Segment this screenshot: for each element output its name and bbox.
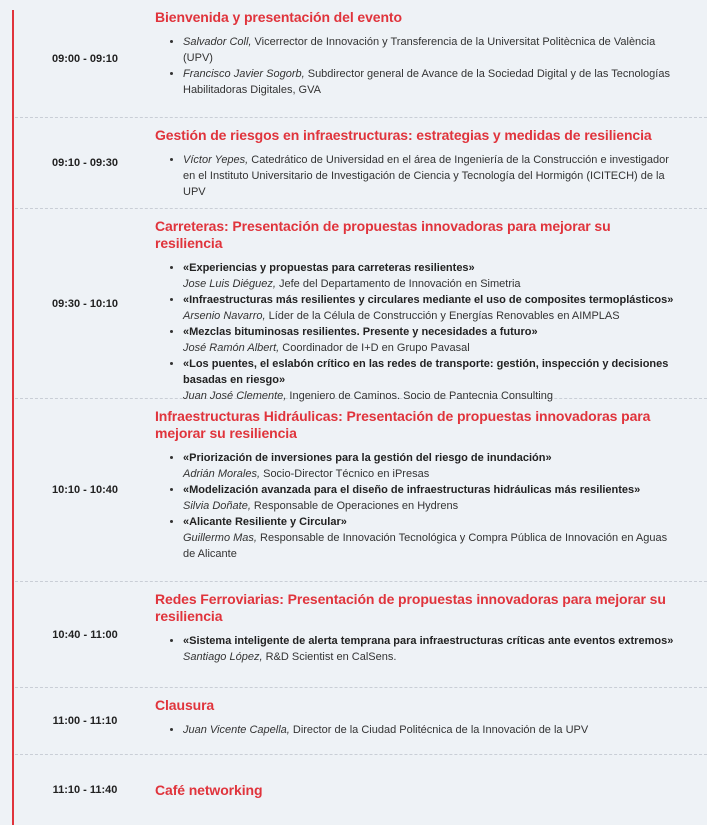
speaker-name: Santiago López, [183, 651, 263, 663]
speaker-list [155, 34, 677, 98]
speaker-list [155, 633, 677, 665]
speaker-item [183, 450, 677, 482]
talk-title: • «Los puentes, el eslabón crítico en las redes de transporte: gestión, inspección y decisiones basadas en riesgo» [183, 358, 669, 386]
speaker-item [183, 66, 677, 98]
session-title: Gestión de riesgos en infraestructuras: estrategias y medidas de resiliencia [155, 127, 652, 143]
speaker-role: Responsable de Innovación Tecnológica y Compra Pública de Innovación en Aguas de Alicante [183, 532, 668, 560]
speaker-item [183, 633, 677, 665]
session-time: 11:10 - 11:40 [52, 784, 118, 796]
speaker-role: Responsable de Operaciones en Hydrens [250, 500, 459, 512]
speaker-name: Jose Luis Diéguez, [183, 278, 276, 290]
speaker-name: Arsenio Navarro, [183, 310, 266, 322]
session-title: Bienvenida y presentación del evento [155, 9, 402, 25]
agenda-row [15, 755, 707, 825]
speaker-name: José Ramón Albert, [183, 342, 280, 354]
session-title: Infraestructuras Hidráulicas: Presentación de propuestas innovadoras para mejorar su resiliencia [155, 408, 651, 441]
session-content [155, 209, 707, 402]
session-time: 09:00 - 09:10 [51, 52, 119, 65]
speaker-item [183, 482, 677, 514]
speaker-list [155, 152, 677, 200]
talk-title: • «Mezclas bituminosas resilientes. Presente y necesidades a futuro» [183, 326, 538, 338]
speaker-item [183, 260, 677, 292]
talk-title: • «Infraestructuras más resilientes y circulares mediante el uso de composites termoplásticos» [183, 294, 674, 306]
speaker-list [155, 260, 677, 404]
agenda-row [15, 582, 707, 688]
agenda-row [15, 209, 707, 402]
speaker-name: Guillermo Mas, [183, 532, 257, 544]
speaker-role: Líder de la Célula de Construcción y Energías Renovables en AIMPLAS [265, 310, 620, 322]
session-content [155, 582, 707, 687]
speaker-item [183, 292, 677, 324]
speaker-name: Silvia Doñate, [183, 500, 251, 512]
speaker-name: Adrián Morales, [183, 468, 261, 480]
speaker-role: Subdirector general de Avance de la Sociedad Digital y de las Tecnologías Habilitadoras Digitales, GVA [183, 68, 670, 96]
speaker-name: Juan Vicente Capella, [183, 724, 290, 736]
speaker-role: Catedrático de Universidad en el área de Ingeniería de la Construcción e investigador en el Instituto Universitario de Investigación de Ciencia y Tecnología del Hormigón (ICITECH) de la UPV [183, 154, 669, 198]
speaker-item [183, 324, 677, 356]
session-title: Redes Ferroviarias: Presentación de propuestas innovadoras para mejorar su resiliencia [155, 591, 666, 624]
speaker-role: Ingeniero de Caminos. Socio de Pantecnia Consulting [286, 390, 553, 402]
speaker-name: Salvador Coll, [183, 36, 252, 48]
session-title: Clausura [155, 697, 215, 713]
speaker-role: Coordinador de I+D en Grupo Pavasal [279, 342, 470, 354]
session-content [155, 118, 707, 208]
session-time: 09:30 - 10:10 [51, 297, 119, 310]
speaker-item [183, 722, 677, 738]
talk-title: • «Experiencias y propuestas para carreteras resilientes» [183, 262, 475, 274]
speaker-role: Socio-Director Técnico en iPresas [260, 468, 430, 480]
talk-title: • «Alicante Resiliente y Circular» [183, 516, 347, 528]
session-content [155, 399, 707, 581]
talk-title: • «Priorización de inversiones para la gestión del riesgo de inundación» [183, 452, 552, 464]
speaker-list [155, 722, 677, 738]
speaker-name: Francisco Javier Sogorb, [183, 68, 305, 80]
speaker-name: Víctor Yepes, [183, 154, 249, 166]
speaker-role: Vicerrector de Innovación y Transferencia de la Universitat Politècnica de València (UPV) [183, 36, 656, 64]
speaker-item [183, 152, 677, 200]
speaker-item [183, 34, 677, 66]
speaker-name: Juan José Clemente, [183, 390, 287, 402]
session-time: 11:00 - 11:10 [52, 715, 118, 727]
speaker-item [183, 514, 677, 562]
speaker-role: R&D Scientist en CalSens. [262, 651, 397, 663]
agenda-row [15, 0, 707, 118]
session-title: Café networking [155, 781, 263, 798]
speaker-item [183, 356, 677, 404]
session-time: 10:10 - 10:40 [51, 484, 119, 496]
speaker-list [155, 450, 677, 562]
agenda-row [15, 399, 707, 582]
session-title: Carreteras: Presentación de propuestas innovadoras para mejorar su resiliencia [155, 218, 611, 251]
speaker-role: Director de la Ciudad Politécnica de la Innovación de la UPV [289, 724, 589, 736]
speaker-role: Jefe del Departamento de Innovación en Simetria [275, 278, 521, 290]
agenda-row [15, 688, 707, 755]
session-time: 10:40 - 11:00 [52, 628, 118, 641]
session-content [155, 688, 707, 754]
session-content [155, 0, 707, 117]
talk-title: • «Sistema inteligente de alerta temprana para infraestructuras críticas ante eventos extremos» [183, 635, 674, 647]
talk-title: • «Modelización avanzada para el diseño de infraestructuras hidráulicas más resilientes» [183, 484, 641, 496]
session-time: 09:10 - 09:30 [51, 157, 119, 169]
agenda-row [15, 118, 707, 209]
timeline-rail [12, 10, 14, 825]
session-content [155, 755, 707, 825]
